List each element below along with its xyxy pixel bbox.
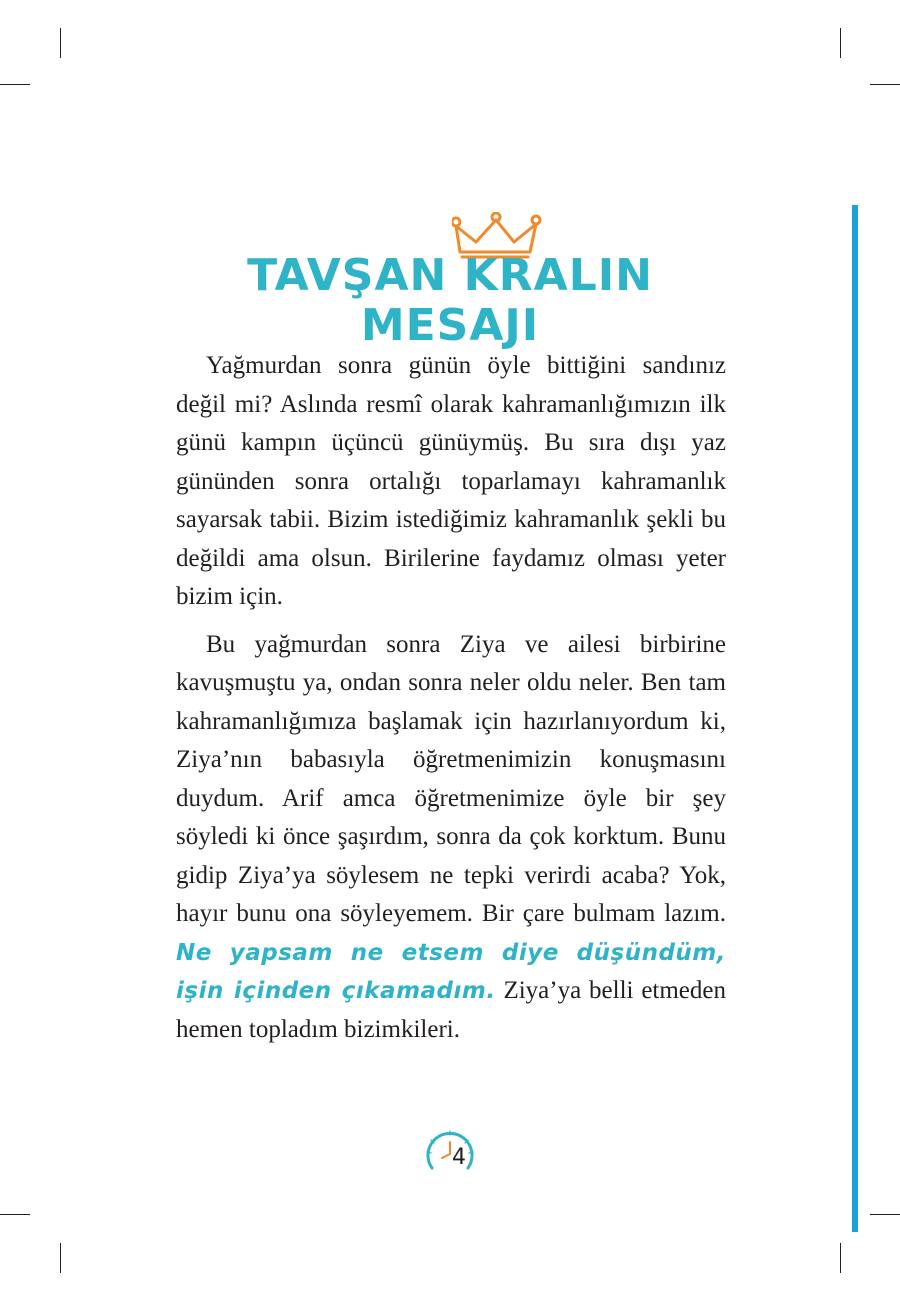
crop-mark xyxy=(0,84,30,85)
crop-mark xyxy=(60,1243,61,1273)
page-title-line-2: MESAJI xyxy=(360,300,540,351)
handwritten-highlight: Ne yapsam ne etsem diye düşündüm, işin içinden çıkamadım. xyxy=(176,939,726,1004)
paragraph-2-text-end: Ziya’ya belli etmeden hemen topladım bizimkileri. xyxy=(176,977,726,1043)
page-title-line-1: TAVŞAN KRALIN xyxy=(247,250,653,301)
clock-icon xyxy=(422,1128,478,1184)
side-color-bar xyxy=(852,205,858,1232)
body-text xyxy=(176,347,726,1049)
paragraph-2-text: Bu yağmurdan sonra Ziya ve ailesi birbirine kavuşmuştu ya, ondan sonra neler oldu neler. Ben tam kahramanlığımıza başlamak için hazırlanıyordum ki, Ziya’nın babasıyla öğretmenimizin konuşmasını duydum. Arif amca öğretmenimize öyle bir şey söyledi ki önce şaşırdım, sonra da çok korktum. Bunu gidip Ziya’ya söylesem ne tepki verirdi acaba? Yok, hayır bunu ona söyleyemem. Bir çare bulmam lazım. xyxy=(176,630,726,927)
crop-mark xyxy=(0,1214,30,1215)
page-number: 4 xyxy=(452,1145,466,1170)
crop-mark xyxy=(870,1214,900,1215)
crop-mark xyxy=(870,84,900,85)
paragraph-1: Yağmurdan sonra günün öyle bittiğini sandınız değil mi? Aslında resmî olarak kahramanlığımızın ilk günü kampın üçüncü günüymüş. Bu sıra dışı yaz gününden sonra ortalığı toparlamayı kahramanlık sayarsak tabii. Bizim istediğimiz kahramanlık şekli bu değildi ama olsun. Birilerine faydamız olması yeter bizim için. xyxy=(176,352,726,610)
crop-mark xyxy=(60,28,61,58)
crop-mark xyxy=(840,1243,841,1273)
paragraph-2 xyxy=(176,626,726,1050)
crop-mark xyxy=(840,28,841,58)
